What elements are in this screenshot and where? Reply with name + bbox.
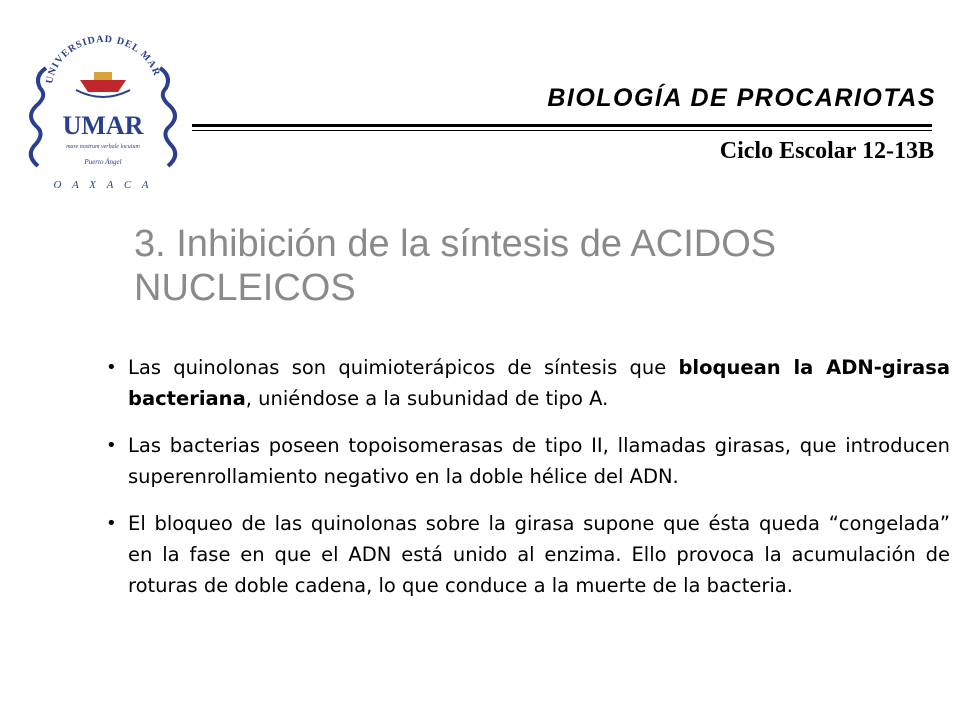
bullet-marker: • [106,513,117,534]
bullet-marker: • [106,435,117,456]
logo-initials: UMAR [62,111,144,140]
bullet-item [104,430,950,492]
bullet-marker: • [106,357,117,378]
bullet-text: El bloqueo de las quinolonas sobre la girasa supone que ésta queda “congelada” en la fase en que el ADN está unido al enzima. Ello provoca la acumulación de roturas de doble cadena, lo que conduce a la muerte de la bacteria. [128,512,950,597]
logo-motto: mare nostrum verbale locutum [66,144,140,150]
bullet-text: , uniéndose a la subunidad de tipo A. [245,387,609,410]
slide-title: 3. Inhibición de la síntesis de ACIDOS NUCLEICOS [134,223,777,309]
bullet-item [104,352,950,414]
logo-arc-text: UNIVERSIDAD DEL MAR [44,33,163,85]
logo-place: Puerto Ángel [84,158,122,166]
header-divider-thin [192,130,932,131]
school-cycle: Ciclo Escolar 12-13B [719,138,934,164]
bullet-bold-text: bloquean la ADN-girasa bacteriana [128,356,950,410]
university-logo [18,28,188,194]
course-title: BIOLOGÍA DE PROCARIOTAS [547,84,936,112]
header-divider [192,124,932,127]
bullet-list [104,352,950,617]
bullet-item [104,508,950,601]
logo-state: O A X A C A [53,179,153,191]
bullet-text: Las quinolonas son quimioterápicos de síntesis que [128,356,679,379]
bullet-text: Las bacterias poseen topoisomerasas de tipo II, llamadas girasas, que introducen superenrollamiento negativo en la doble hélice del ADN. [128,434,950,488]
